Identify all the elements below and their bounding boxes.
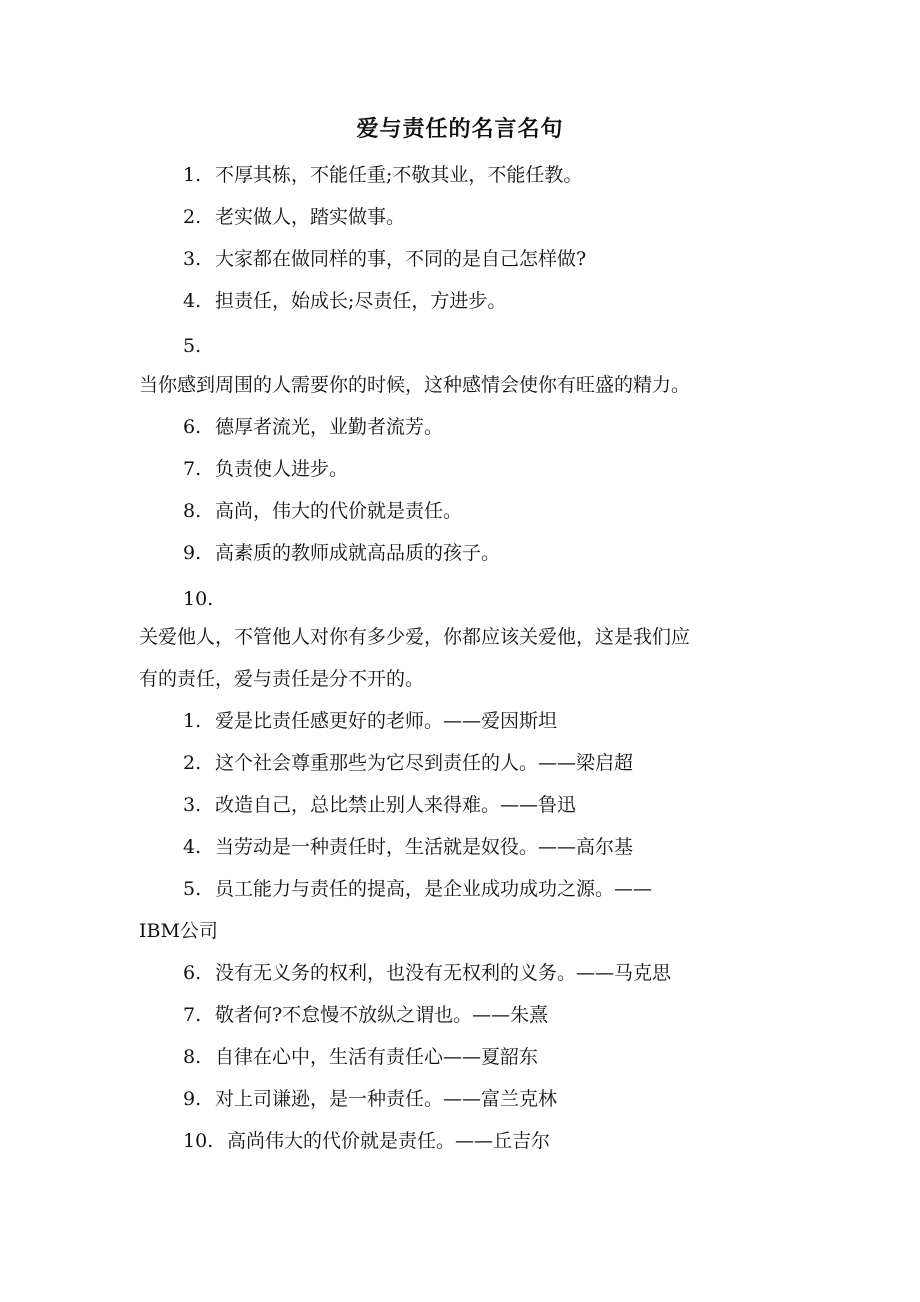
- item-number: 1.: [183, 164, 202, 186]
- page-title: 爱与责任的名言名句: [356, 116, 564, 142]
- quote-item: [183, 792, 576, 818]
- item-text: 员工能力与责任的提高，是企业成功成功之源。——: [215, 878, 653, 900]
- item-text: 德厚者流光，业勤者流芳。: [215, 416, 444, 438]
- item-number: 8.: [183, 500, 202, 522]
- quote-item: [183, 834, 633, 860]
- item-text: 高尚，伟大的代价就是责任。: [215, 500, 463, 522]
- quote-item: [183, 708, 557, 734]
- quote-item: [183, 1002, 548, 1028]
- list-item: [183, 162, 582, 188]
- quote-item: [183, 1128, 550, 1154]
- item-text: 自律在心中，生活有责任心——夏韶东: [215, 1046, 539, 1068]
- item-text: 担责任，始成长;尽责任，方进步。: [215, 290, 507, 312]
- item-number: 1.: [183, 710, 202, 732]
- list-item-continuation: 当你感到周围的人需要你的时候，这种感情会使你有旺盛的精力。: [139, 374, 691, 396]
- item-text: 负责使人进步。: [215, 458, 349, 480]
- list-item: [183, 246, 586, 272]
- list-item: [183, 414, 443, 440]
- item-text: 高尚伟大的代价就是责任。——丘吉尔: [227, 1130, 551, 1152]
- item-text: 对上司谦逊，是一种责任。——富兰克林: [215, 1088, 558, 1110]
- item-number: 6.: [183, 962, 202, 984]
- item-text: 敬者何?不怠慢不放纵之谓也。——朱熹: [215, 1004, 549, 1026]
- item-number: 3.: [183, 794, 202, 816]
- quote-item: [183, 1086, 557, 1112]
- item-text: 爱是比责任感更好的老师。——爱因斯坦: [215, 710, 558, 732]
- item-number: 9.: [183, 542, 202, 564]
- quote-item: [183, 1044, 538, 1070]
- list-item: [183, 333, 215, 359]
- item-number: 8.: [183, 1046, 202, 1068]
- item-number: 5.: [183, 335, 202, 357]
- item-number: 7.: [183, 458, 202, 480]
- item-text: 当劳动是一种责任时，生活就是奴役。——高尔基: [215, 836, 634, 858]
- item-number: 4.: [183, 836, 202, 858]
- quote-item: [183, 960, 671, 986]
- item-text: 没有无义务的权利，也没有无权利的义务。——马克思: [215, 962, 672, 984]
- item-number: 10.: [183, 588, 214, 610]
- list-item: [183, 204, 405, 230]
- quote-item: [183, 876, 652, 902]
- item-number: 2.: [183, 206, 202, 228]
- item-text: 大家都在做同样的事，不同的是自己怎样做?: [215, 248, 587, 270]
- list-item: [183, 498, 462, 524]
- item-number: 7.: [183, 1004, 202, 1026]
- item-number: 6.: [183, 416, 202, 438]
- quote-item: [183, 750, 633, 776]
- list-item: [183, 540, 500, 566]
- item-text: 老实做人，踏实做事。: [215, 206, 406, 228]
- quote-item-continuation: IBM公司: [139, 920, 218, 942]
- item-number: 10.: [183, 1130, 214, 1152]
- list-item-continuation: 关爱他人，不管他人对你有多少爱，你都应该关爱他，这是我们应: [139, 626, 691, 648]
- item-number: 4.: [183, 290, 202, 312]
- item-text: 不厚其栋，不能任重;不敬其业，不能任教。: [215, 164, 583, 186]
- item-number: 5.: [183, 878, 202, 900]
- list-item: [183, 288, 506, 314]
- item-number: 3.: [183, 248, 202, 270]
- item-text: 这个社会尊重那些为它尽到责任的人。——梁启超: [215, 752, 634, 774]
- item-text: 高素质的教师成就高品质的孩子。: [215, 542, 501, 564]
- item-number: 9.: [183, 1088, 202, 1110]
- list-item-continuation: 有的责任，爱与责任是分不开的。: [139, 668, 425, 690]
- item-text: 改造自己，总比禁止别人来得难。——鲁迅: [215, 794, 577, 816]
- list-item: [183, 586, 227, 612]
- list-item: [183, 456, 348, 482]
- item-number: 2.: [183, 752, 202, 774]
